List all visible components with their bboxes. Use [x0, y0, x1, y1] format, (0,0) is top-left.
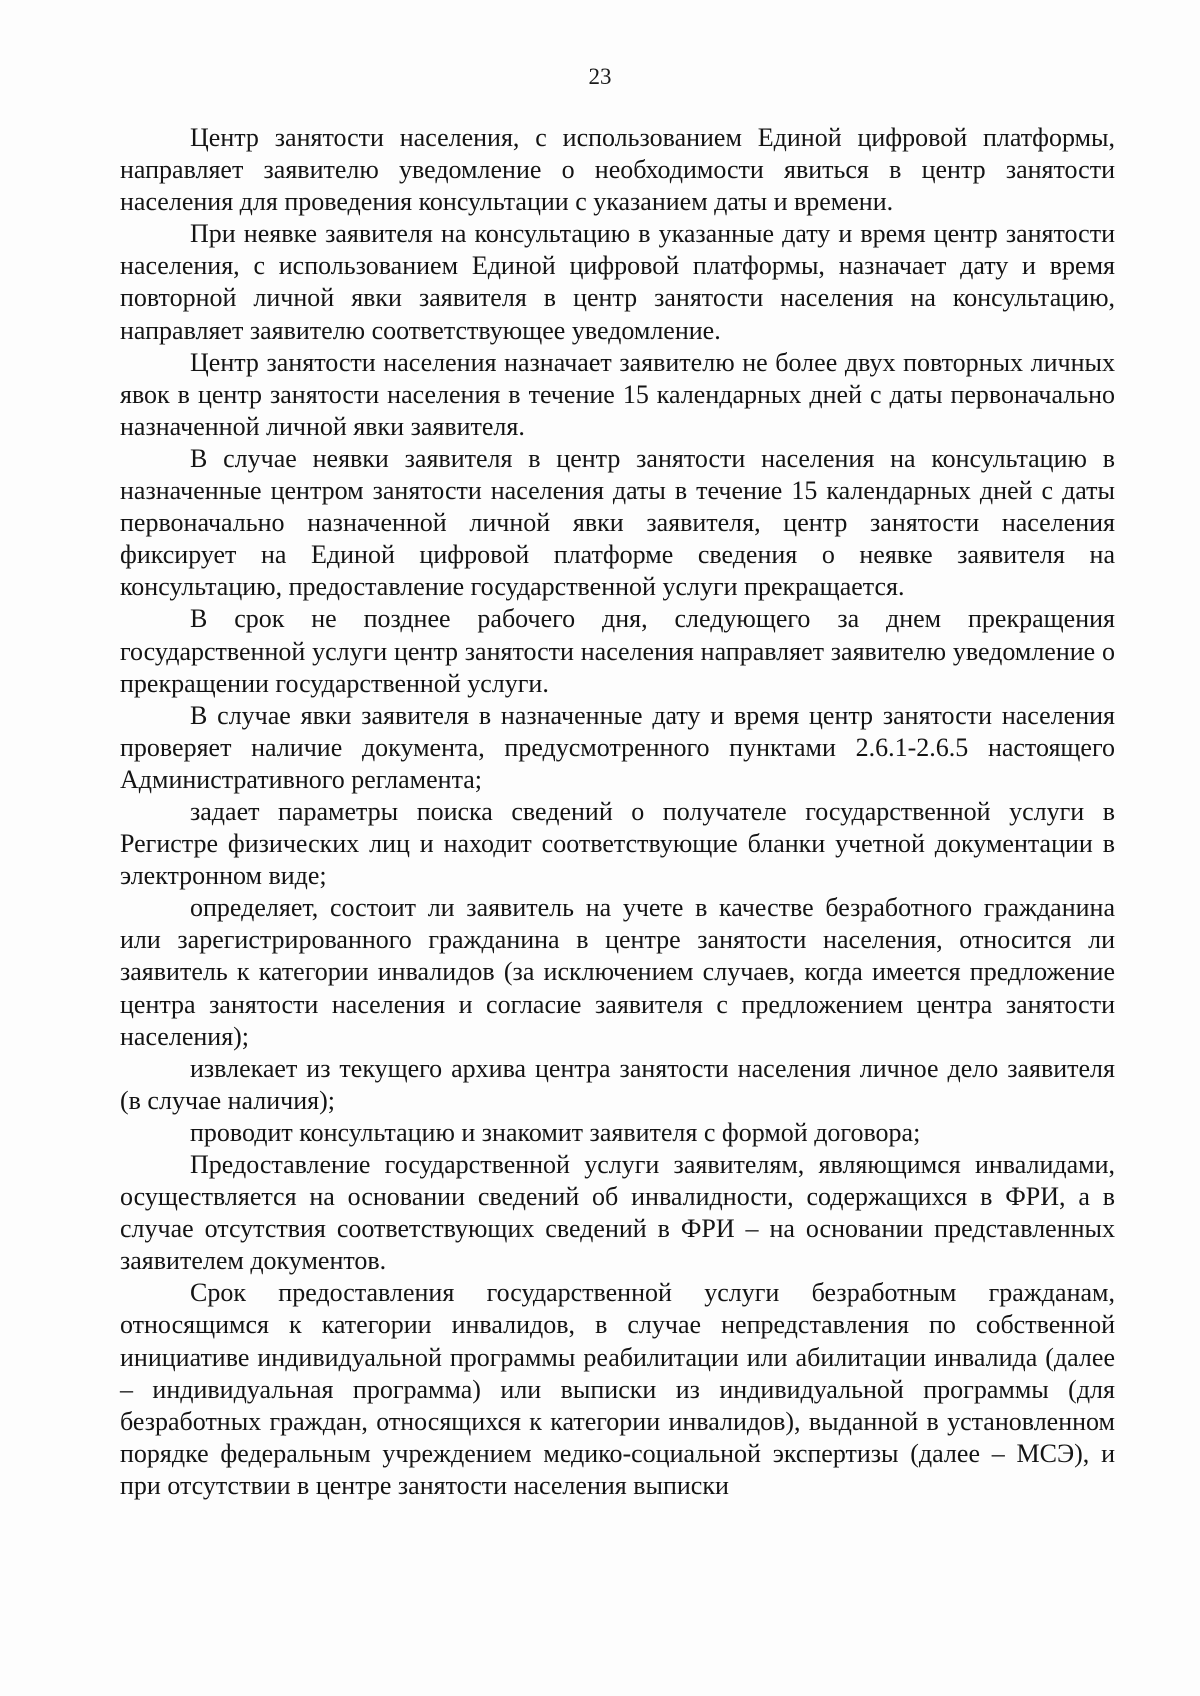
- document-body: [120, 122, 1115, 1502]
- paragraph-10: проводит консультацию и знакомит заявителя с формой договора;: [190, 1117, 921, 1147]
- paragraph-4: В случае неявки заявителя в центр занятости населения на консультацию в назначенные центром занятости населения даты в течение 15 календарных дней с даты первоначально назначенной личной явки заявителя, центр занятости населения фиксирует на Единой цифровой платформе сведения о неявке заявителя на консультацию, предоставление государственной услуги прекращается.: [120, 443, 1115, 602]
- paragraph-2: При неявке заявителя на консультацию в указанные дату и время центр занятости населения, с использованием Единой цифровой платформы, назначает дату и время повторной личной явки заявителя в центр занятости населения на консультацию, направляет заявителю соответствующее уведомление.: [120, 219, 1115, 345]
- paragraph-6: В случае явки заявителя в назначенные дату и время центр занятости населения проверяет наличие документа, предусмотренного пунктами 2.6.1-2.6.5 настоящего Административного регламента;: [120, 700, 1115, 794]
- paragraph-9: извлекает из текущего архива центра занятости населения личное дело заявителя (в случае наличия);: [120, 1053, 1115, 1115]
- paragraph-5: В срок не позднее рабочего дня, следующего за днем прекращения государственной услуги центр занятости населения направляет заявителю уведомление о прекращении государственной услуги.: [120, 604, 1115, 698]
- paragraph-1: Центр занятости населения, с использованием Единой цифровой платформы, направляет заявителю уведомление о необходимости явиться в центр занятости населения для проведения консультации с указанием даты и времени.: [120, 123, 1115, 217]
- paragraph-12: Срок предоставления государственной услуги безработным гражданам, относящимся к категории инвалидов, в случае непредставления по собственной инициативе индивидуальной программы реабилитации или абилитации инвалида (далее – индивидуальная программа) или выписки из индивидуальной программы (для безработных граждан, относящихся к категории инвалидов), выданной в установленном порядке федеральным учреждением медико-социальной экспертизы (далее – МСЭ), и при отсутствии в центре занятости населения выписки: [120, 1278, 1115, 1500]
- paragraph-7: задает параметры поиска сведений о получателе государственной услуги в Регистре физических лиц и находит соответствующие бланки учетной документации в электронном виде;: [120, 796, 1115, 891]
- paragraph-3: Центр занятости населения назначает заявителю не более двух повторных личных явок в центр занятости населения в течение 15 календарных дней с даты первоначально назначенной личной явки заявителя.: [120, 347, 1115, 441]
- page-number: 23: [588, 64, 612, 89]
- paragraph-8: определяет, состоит ли заявитель на учете в качестве безработного гражданина или зарегистрированного гражданина в центре занятости населения, относится ли заявитель к категории инвалидов (за исключением случаев, когда имеется предложение центра занятости населения и согласие заявителя с предложением центра занятости населения);: [120, 893, 1115, 1051]
- paragraph-11: Предоставление государственной услуги заявителям, являющимся инвалидами, осуществляется на основании сведений об инвалидности, содержащихся в ФРИ, а в случае отсутствия соответствующих сведений в ФРИ – на основании представленных заявителем документов.: [120, 1150, 1115, 1276]
